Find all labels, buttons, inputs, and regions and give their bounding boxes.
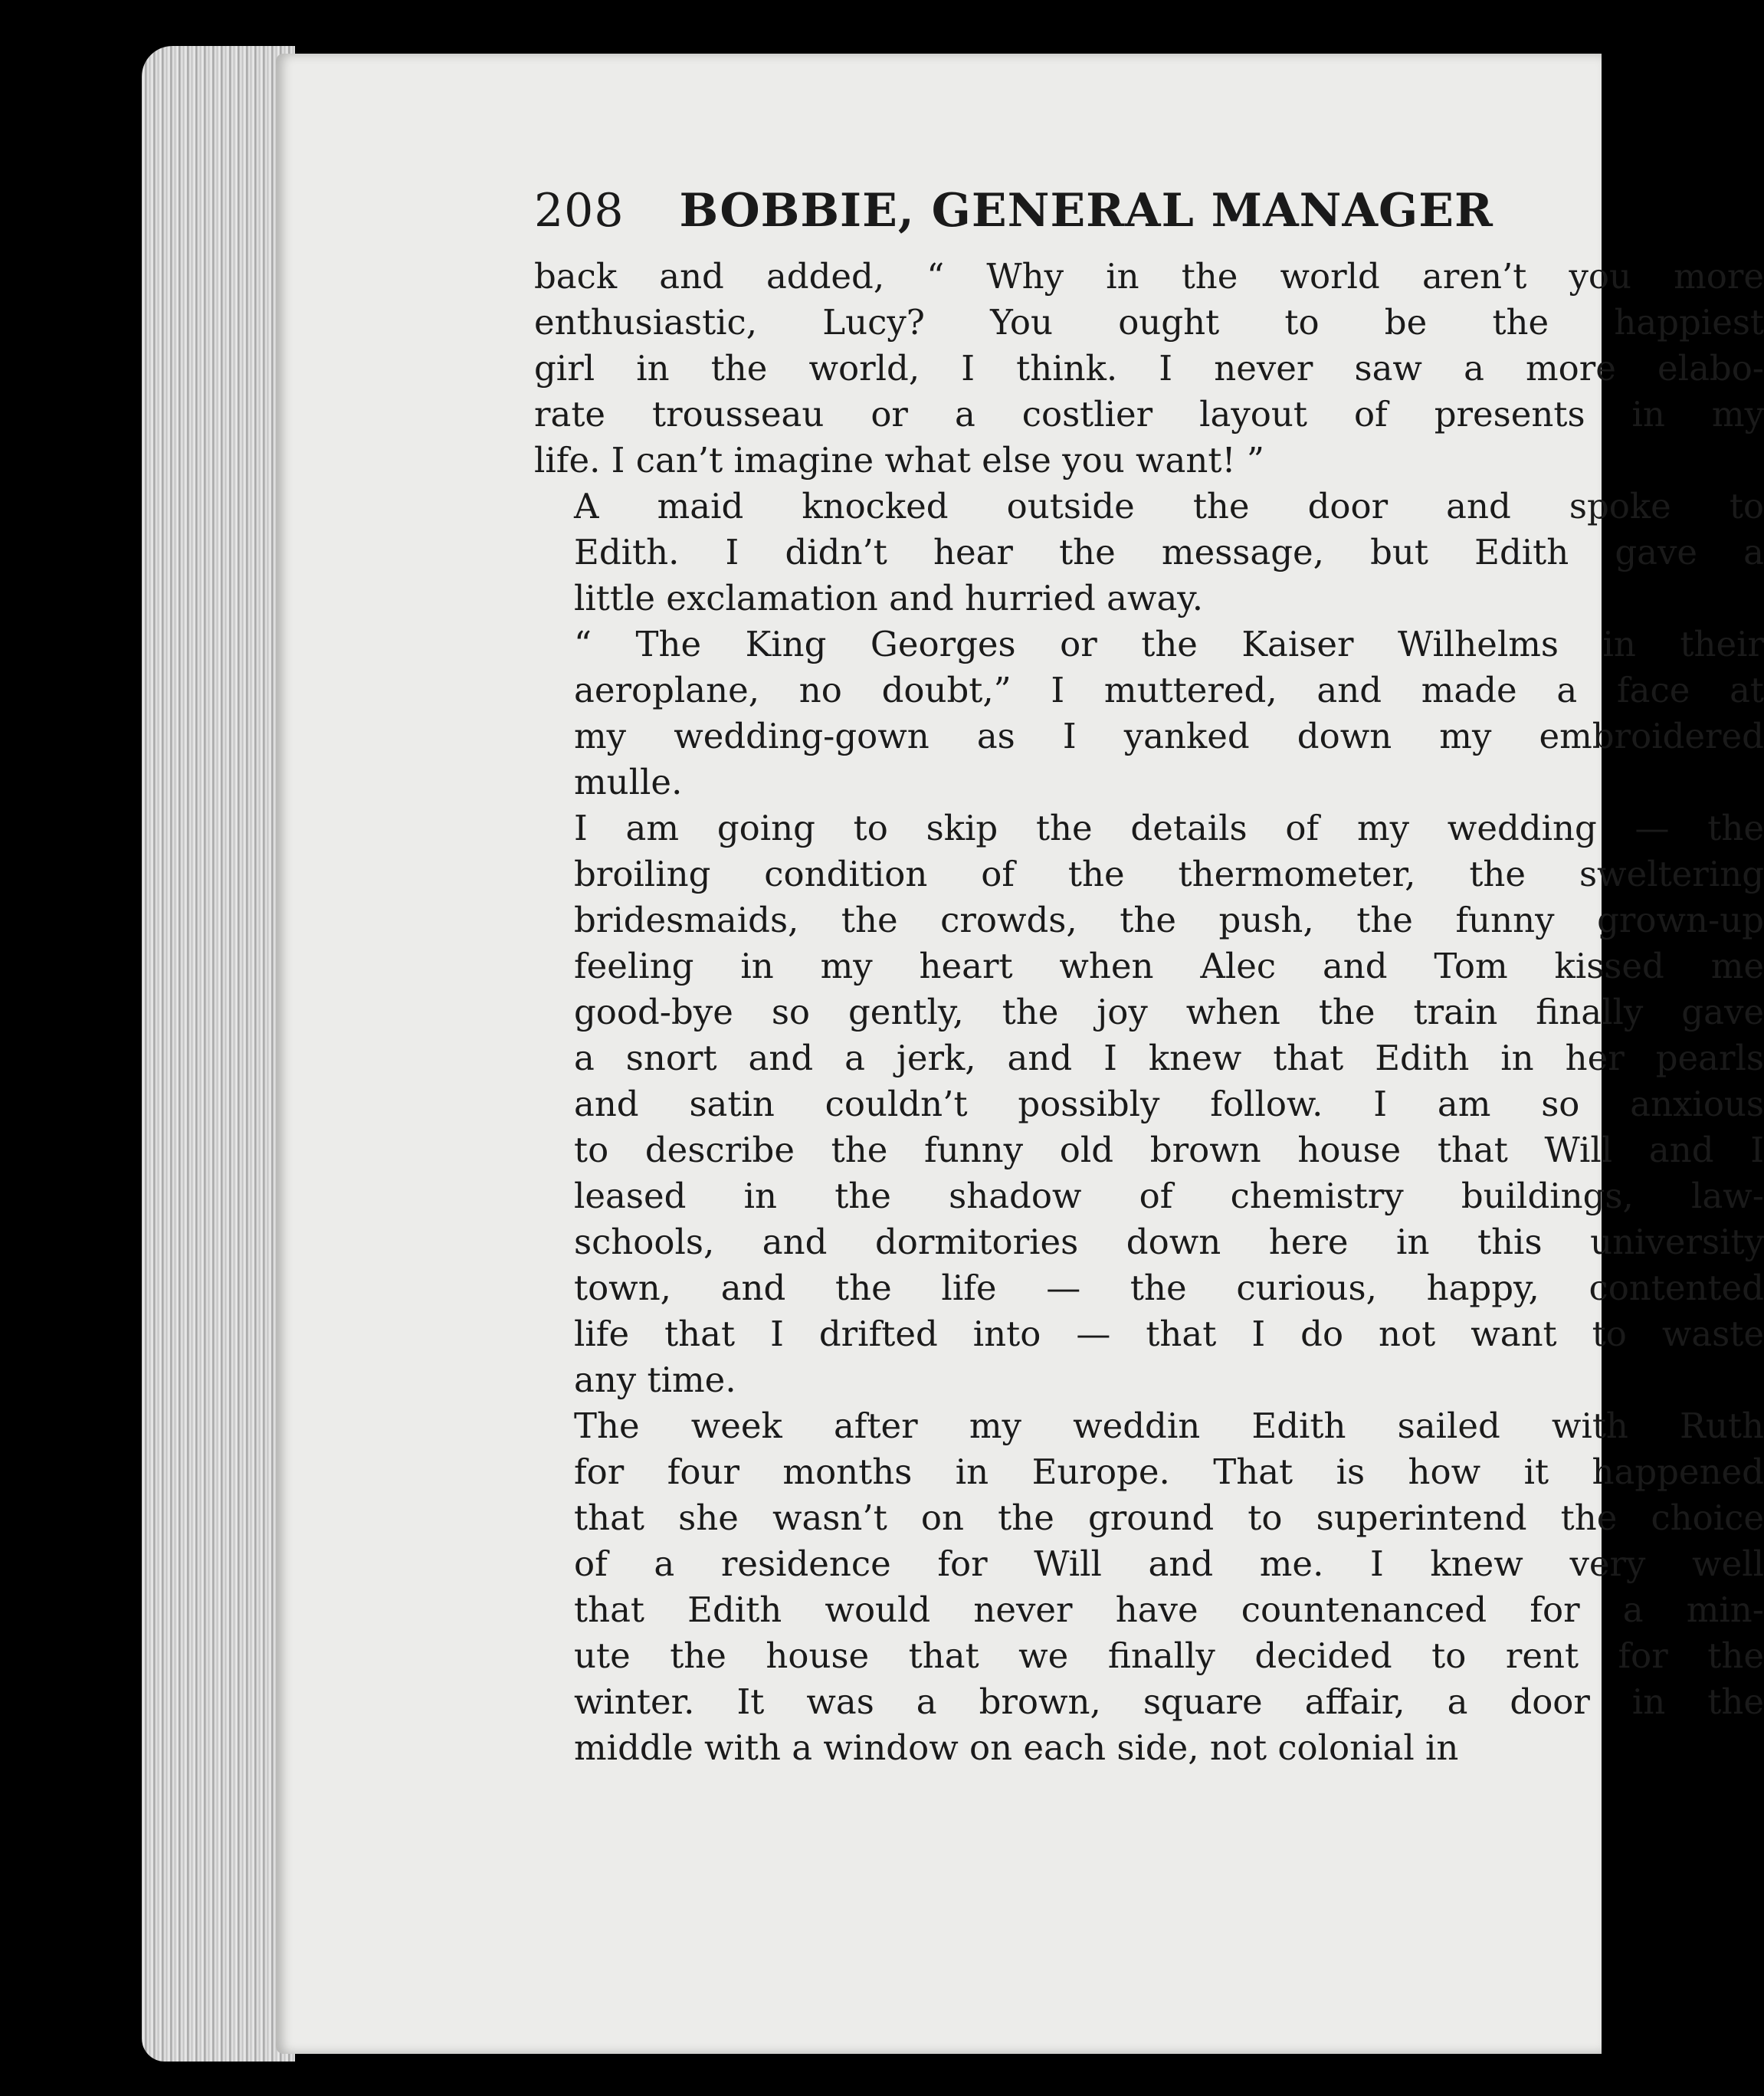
text-line: aeroplane, no doubt,” I muttered, and made a face at <box>574 670 1764 710</box>
text-line: girl in the world, I think. I never saw a more elabo- <box>534 348 1764 389</box>
running-head <box>534 184 1764 238</box>
book-page <box>276 54 1764 2054</box>
text-line: good-bye so gently, the joy when the train finally gave <box>574 992 1764 1032</box>
text-line: life. I can’t imagine what else you want! ” <box>534 440 1264 481</box>
text-line: a snort and a jerk, and I knew that Edith in her pearls <box>574 1038 1764 1078</box>
text-line: leased in the shadow of chemistry buildings, law- <box>574 1176 1764 1216</box>
text-line: I am going to skip the details of my wedding — the <box>574 808 1764 848</box>
text-line: “ The King Georges or the Kaiser Wilhelms in their <box>574 624 1764 664</box>
page-number: 208 <box>534 184 625 238</box>
text-line: Edith. I didn’t hear the message, but Edith gave a <box>574 532 1764 572</box>
text-line: mulle. <box>574 762 683 802</box>
text-line: The week after my weddin Edith sailed with Ruth <box>574 1406 1764 1446</box>
paragraph <box>534 1403 1764 1771</box>
text-line: feeling in my heart when Alec and Tom kissed me <box>574 946 1764 986</box>
text-line: schools, and dormitories down here in this university <box>574 1222 1764 1262</box>
text-line: middle with a window on each side, not colonial in <box>574 1727 1459 1768</box>
page-content <box>534 184 1764 1771</box>
text-line: A maid knocked outside the door and spoke to <box>574 486 1764 526</box>
text-line: my wedding-gown as I yanked down my embroidered <box>574 716 1764 756</box>
body-text <box>534 254 1764 1771</box>
paragraph <box>534 622 1764 805</box>
text-line: that she wasn’t on the ground to superintend the choice <box>574 1497 1764 1538</box>
text-line: of a residence for Will and me. I knew very well <box>574 1543 1764 1584</box>
text-line: any time. <box>574 1360 736 1400</box>
text-line: town, and the life — the curious, happy, contented <box>574 1268 1764 1308</box>
paragraph <box>534 254 1764 484</box>
text-line: for four months in Europe. That is how it happened <box>574 1451 1764 1492</box>
text-line: winter. It was a brown, square affair, a door in the <box>574 1681 1764 1722</box>
text-line: enthusiastic, Lucy? You ought to be the happiest <box>534 302 1764 343</box>
text-line: ute the house that we finally decided to rent for the <box>574 1635 1764 1676</box>
text-line: to describe the funny old brown house that Will and I <box>574 1130 1764 1170</box>
text-line: life that I drifted into — that I do not want to waste <box>574 1314 1764 1354</box>
text-line: that Edith would never have countenanced for a min- <box>574 1589 1764 1630</box>
paragraph <box>534 484 1764 622</box>
paragraph <box>534 805 1764 1403</box>
text-line: broiling condition of the thermometer, the sweltering <box>574 854 1764 894</box>
running-title: BOBBIE, GENERAL MANAGER <box>679 184 1493 238</box>
text-line: bridesmaids, the crowds, the push, the funny grown-up <box>574 900 1764 940</box>
book-page-edges <box>142 46 295 2062</box>
text-line: rate trousseau or a costlier layout of presents in my <box>534 394 1764 435</box>
text-line: back and added, “ Why in the world aren’t you more <box>534 256 1764 297</box>
text-line: and satin couldn’t possibly follow. I am so anxious <box>574 1084 1764 1124</box>
text-line: little exclamation and hurried away. <box>574 578 1204 618</box>
